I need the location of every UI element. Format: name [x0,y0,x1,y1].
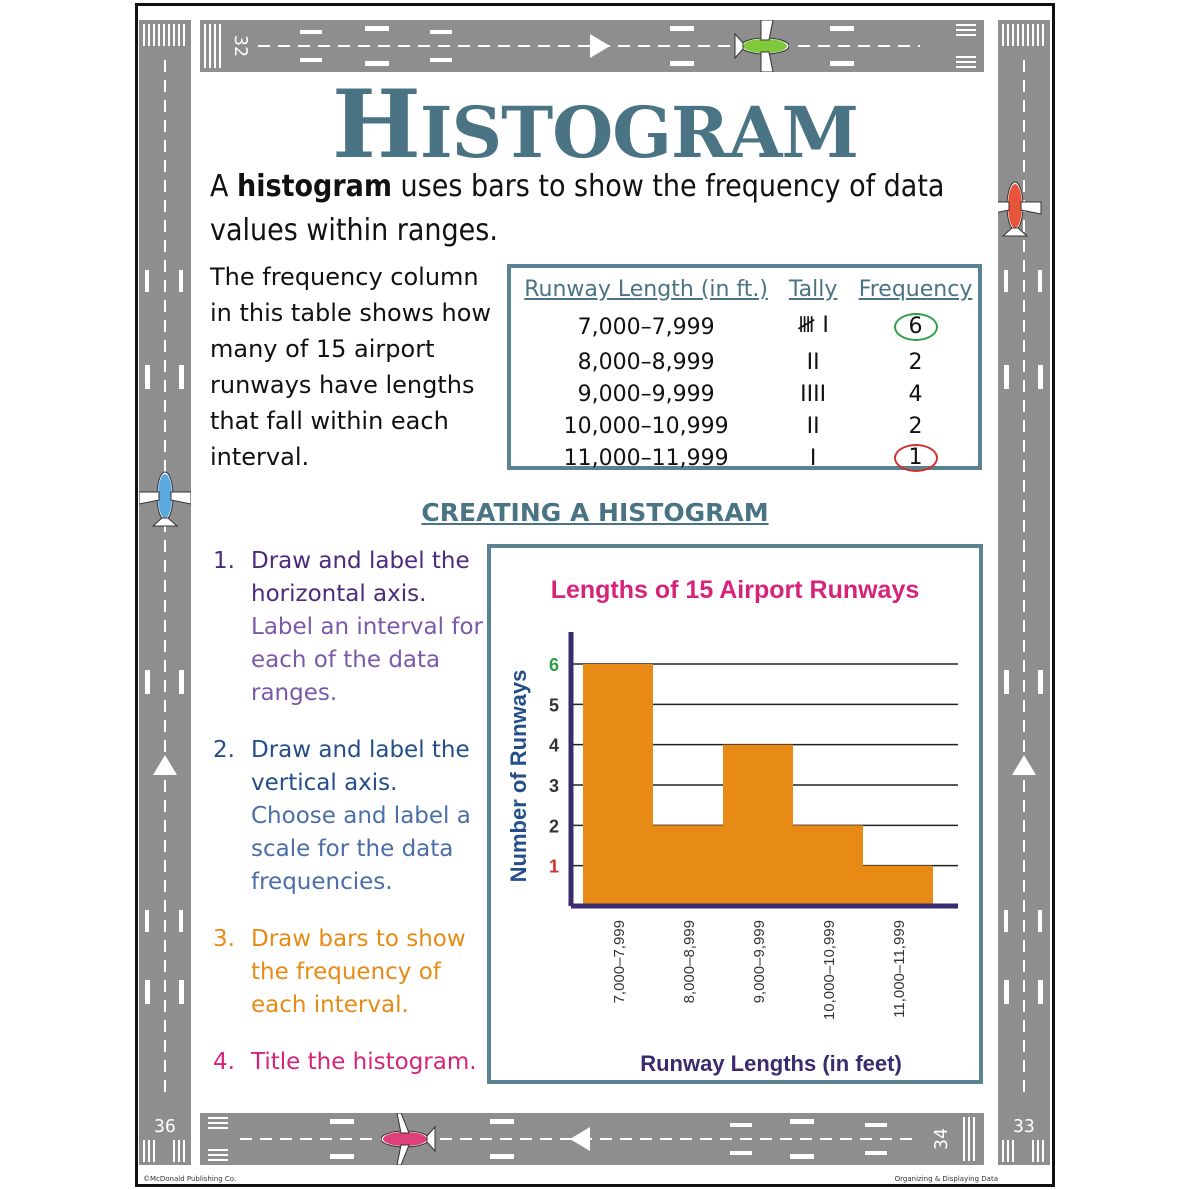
y-tick-label: 1 [548,856,559,877]
pink-plane-icon [381,1113,435,1165]
row-length: 8,000–8,999 [577,349,715,375]
y-tick-label: 3 [548,776,559,796]
y-tick-label: 6 [548,655,559,675]
runway-right-markings [998,20,1050,1165]
circled-min-frequency: 1 [894,444,938,472]
steps-list [213,545,483,1103]
blue-plane-icon [139,472,191,526]
footer-copyright: ©McDonald Publishing Co. [143,1175,237,1183]
row-frequency: 2 [908,413,923,439]
row-tally: I [809,445,817,471]
step-number: 1. [213,548,235,574]
green-plane-icon [735,20,789,72]
header-frequency: Frequency [858,276,973,302]
x-tick-label: 10,000–10,999 [821,920,838,1021]
y-tick-label: 5 [548,695,559,716]
row-frequency [853,442,978,474]
bar-3 [723,745,793,906]
row-length: 11,000–11,999 [563,445,729,471]
histogram-chart [487,544,983,1084]
step-main: Draw and label the horizontal axis. [251,548,470,607]
x-tick-label: 8,000–8,999 [681,920,698,1004]
row-frequency [853,308,978,346]
table-row [519,378,978,410]
row-length: 7,000–7,999 [577,314,715,340]
table-row [519,410,978,442]
circled-max-frequency: 6 [894,313,938,341]
runway-top [200,20,984,72]
histogram-svg [491,548,979,1080]
runway-number-top-left: 32 [230,35,251,57]
row-length: 10,000–10,999 [563,413,729,439]
step-1 [213,545,483,710]
step-number: 3. [213,926,235,952]
frequency-table [507,264,982,470]
row-length: 9,000–9,999 [577,381,715,407]
red-plane-icon [998,182,1041,236]
step-main: Draw and label the vertical axis. [251,737,470,796]
runway-bottom-markings [200,1113,984,1165]
row-tally: II [806,413,820,439]
row-tally: 𝍸 I [797,313,829,338]
step-main: Draw bars to show the frequency of each interval. [251,926,466,1018]
bar-2 [653,825,723,906]
section-heading: CREATING A HISTOGRAM [421,498,769,527]
step-number: 4. [213,1049,235,1075]
table-row [519,308,978,346]
row-frequency: 2 [908,349,923,375]
table-row [519,346,978,378]
runway-left-markings [139,20,191,1165]
step-2 [213,734,483,899]
y-axis-label: Number of Runways [506,669,531,883]
x-tick-label: 9,000–9,999 [751,920,768,1004]
y-tick-label: 4 [548,735,559,756]
row-tally: IIII [800,381,827,407]
header-tally: Tally [788,276,838,302]
y-tick-label: 2 [548,816,559,837]
frequency-explanation: The frequency column in this table shows how many of 15 airport runways have lengths that fall within each interval. [210,263,492,471]
step-3 [213,923,483,1022]
runway-number-bottom-right: 33 [1013,1116,1035,1137]
step-number: 2. [213,737,235,763]
runway-number-bottom-mid: 34 [931,1128,952,1150]
intro-text: A histogram uses bars to show the frequency of data values within ranges. [210,169,945,248]
bar-4 [793,825,863,906]
footer-subject: Organizing & Displaying Data [894,1175,998,1183]
row-tally: II [806,349,820,375]
row-frequency: 4 [908,381,923,407]
step-detail: Label an interval for each of the data ranges. [251,614,483,706]
runway-bottom [200,1113,984,1165]
x-tick-label: 11,000–11,999 [891,920,908,1018]
step-main: Title the histogram. [251,1049,477,1075]
bar-5 [863,866,933,906]
runway-right [998,20,1050,1165]
x-tick-label: 7,000–7,999 [611,920,628,1004]
header-runway-length: Runway Length (in ft.) [524,276,768,302]
runway-left [139,20,191,1165]
chart-title: Lengths of 15 Airport Runways [550,576,920,604]
step-4 [213,1046,483,1079]
runway-number-bottom-left: 36 [154,1116,176,1137]
table-row [519,442,978,474]
page-title: HISTOGRAM [332,70,858,180]
step-detail: Choose and label a scale for the data frequencies. [251,803,471,895]
runway-top-markings [200,20,984,72]
x-axis-label: Runway Lengths (in feet) [640,1051,902,1076]
bar-1 [583,664,653,906]
